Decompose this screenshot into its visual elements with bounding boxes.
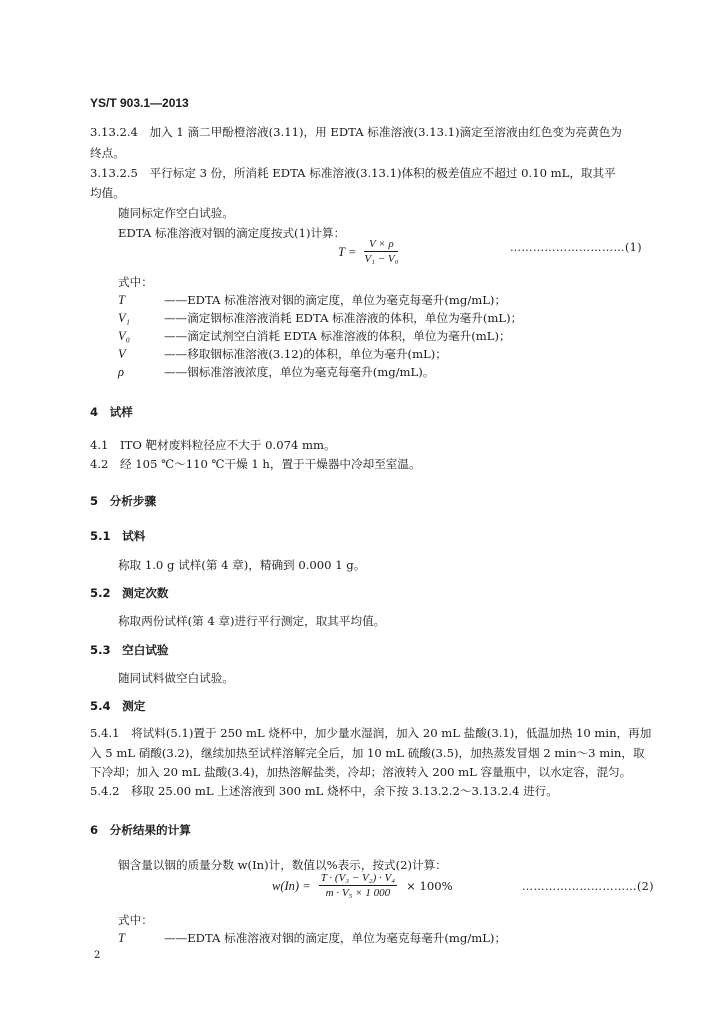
section-5-heading: 5 分析步骤 xyxy=(90,494,157,508)
clause-5-4-1-line1: 5.4.1 将试料(5.1)置于 250 mL 烧杯中，加少量水湿润，加入 20 mL 盐酸(3.1)，低温加热 10 min，再加 xyxy=(90,726,652,740)
formula1-fraction xyxy=(364,238,398,265)
clause-5-2-heading: 5.2 测定次数 xyxy=(90,586,169,600)
blank-test-note: 随同标定作空白试验。 xyxy=(118,206,234,220)
formula-1 xyxy=(338,238,398,265)
clause-4-1: 4.1 ITO 靶材废料粒径应不大于 0.074 mm。 xyxy=(90,438,336,452)
formula2-fraction xyxy=(319,872,397,899)
formula1-intro: EDTA 标准溶液对铟的滴定度按式(1)计算： xyxy=(118,226,346,240)
clause-3-13-2-4-line2: 终点。 xyxy=(90,146,125,160)
where-item-rho: ρ ——铟标准溶液浓度，单位为毫克每毫升(mg/mL)。 xyxy=(118,365,435,379)
clause-3-13-2-5-line1: 3.13.2.5 平行标定 3 份，所消耗 EDTA 标准溶液(3.13.1)体积的极差值应不超过 0.10 mL，取其平 xyxy=(90,166,616,180)
where2-item-T: T ——EDTA 标准溶液对铟的滴定度，单位为毫克每毫升(mg/mL)； xyxy=(118,931,507,945)
where-item-T: T ——EDTA 标准溶液对铟的滴定度，单位为毫克每毫升(mg/mL)； xyxy=(118,293,507,307)
formula2-intro: 铟含量以铟的质量分数 w(In)计，数值以%表示，按式(2)计算： xyxy=(118,858,447,872)
clause-5-3-heading: 5.3 空白试验 xyxy=(90,643,169,657)
section-6-heading: 6 分析结果的计算 xyxy=(90,823,191,837)
clause-5-4-2: 5.4.2 移取 25.00 mL 上述溶液到 300 mL 烧杯中，余下按 3.13.2.2～3.13.2.4 进行。 xyxy=(90,784,558,798)
clause-5-4-1-line2: 入 5 mL 硝酸(3.2)，继续加热至试样溶解完全后，加 10 mL 硫酸(3.5)，加热蒸发冒烟 2 min～3 min，取 xyxy=(90,746,645,760)
where-label-2: 式中： xyxy=(118,913,153,927)
standard-number: YS/T 903.1—2013 xyxy=(90,96,189,110)
section-4-heading: 4 试样 xyxy=(90,405,133,419)
clause-5-4-heading: 5.4 测定 xyxy=(90,699,146,713)
formula1-numerator: V × ρ xyxy=(364,238,398,252)
formula2-lhs: w(In) = xyxy=(272,879,311,893)
clause-3-13-2-5-line2: 均值。 xyxy=(90,186,125,200)
formula2-denominator: m · V₅ × 1 000 xyxy=(325,887,391,899)
formula2-number: …………………………(2) xyxy=(522,880,655,893)
clause-5-1-heading: 5.1 试料 xyxy=(90,529,146,543)
where-item-V1: V₁ ——滴定铟标准溶液消耗 EDTA 标准溶液的体积，单位为毫升(mL)； xyxy=(118,311,523,325)
where-item-V0: V₀ ——滴定试剂空白消耗 EDTA 标准溶液的体积，单位为毫升(mL)； xyxy=(118,329,511,343)
where-label-1: 式中： xyxy=(118,275,153,289)
formula2-numerator: T · (V₃ − V₂) · V₄ xyxy=(320,872,396,884)
clause-5-2-text: 称取两份试样(第 4 章)进行平行测定，取其平均值。 xyxy=(118,614,386,628)
page-number: 2 xyxy=(94,950,101,961)
formula1-denominator: V₁ − V₀ xyxy=(364,253,399,265)
formula1-number: …………………………(1) xyxy=(510,241,643,254)
clause-5-3-text: 随同试料做空白试验。 xyxy=(118,671,234,685)
clause-5-4-1-line3: 下冷却；加入 20 mL 盐酸(3.4)，加热溶解盐类，冷却；溶液转入 200 mL 容量瓶中，以水定容，混匀。 xyxy=(90,765,632,779)
where-item-V: V ——移取铟标准溶液(3.12)的体积，单位为毫升(mL)； xyxy=(118,347,447,361)
formula-2 xyxy=(272,872,453,899)
formula1-lhs: T = xyxy=(338,245,357,259)
clause-5-1-text: 称取 1.0 g 试样(第 4 章)，精确到 0.000 1 g。 xyxy=(118,558,366,572)
clause-4-2: 4.2 经 105 ℃～110 ℃干燥 1 h，置于干燥器中冷却至室温。 xyxy=(90,457,421,471)
formula2-suffix: × 100% xyxy=(406,879,453,893)
clause-3-13-2-4-line1: 3.13.2.4 加入 1 滴二甲酚橙溶液(3.11)，用 EDTA 标准溶液(3.13.1)滴定至溶液由红色变为亮黄色为 xyxy=(90,125,622,139)
